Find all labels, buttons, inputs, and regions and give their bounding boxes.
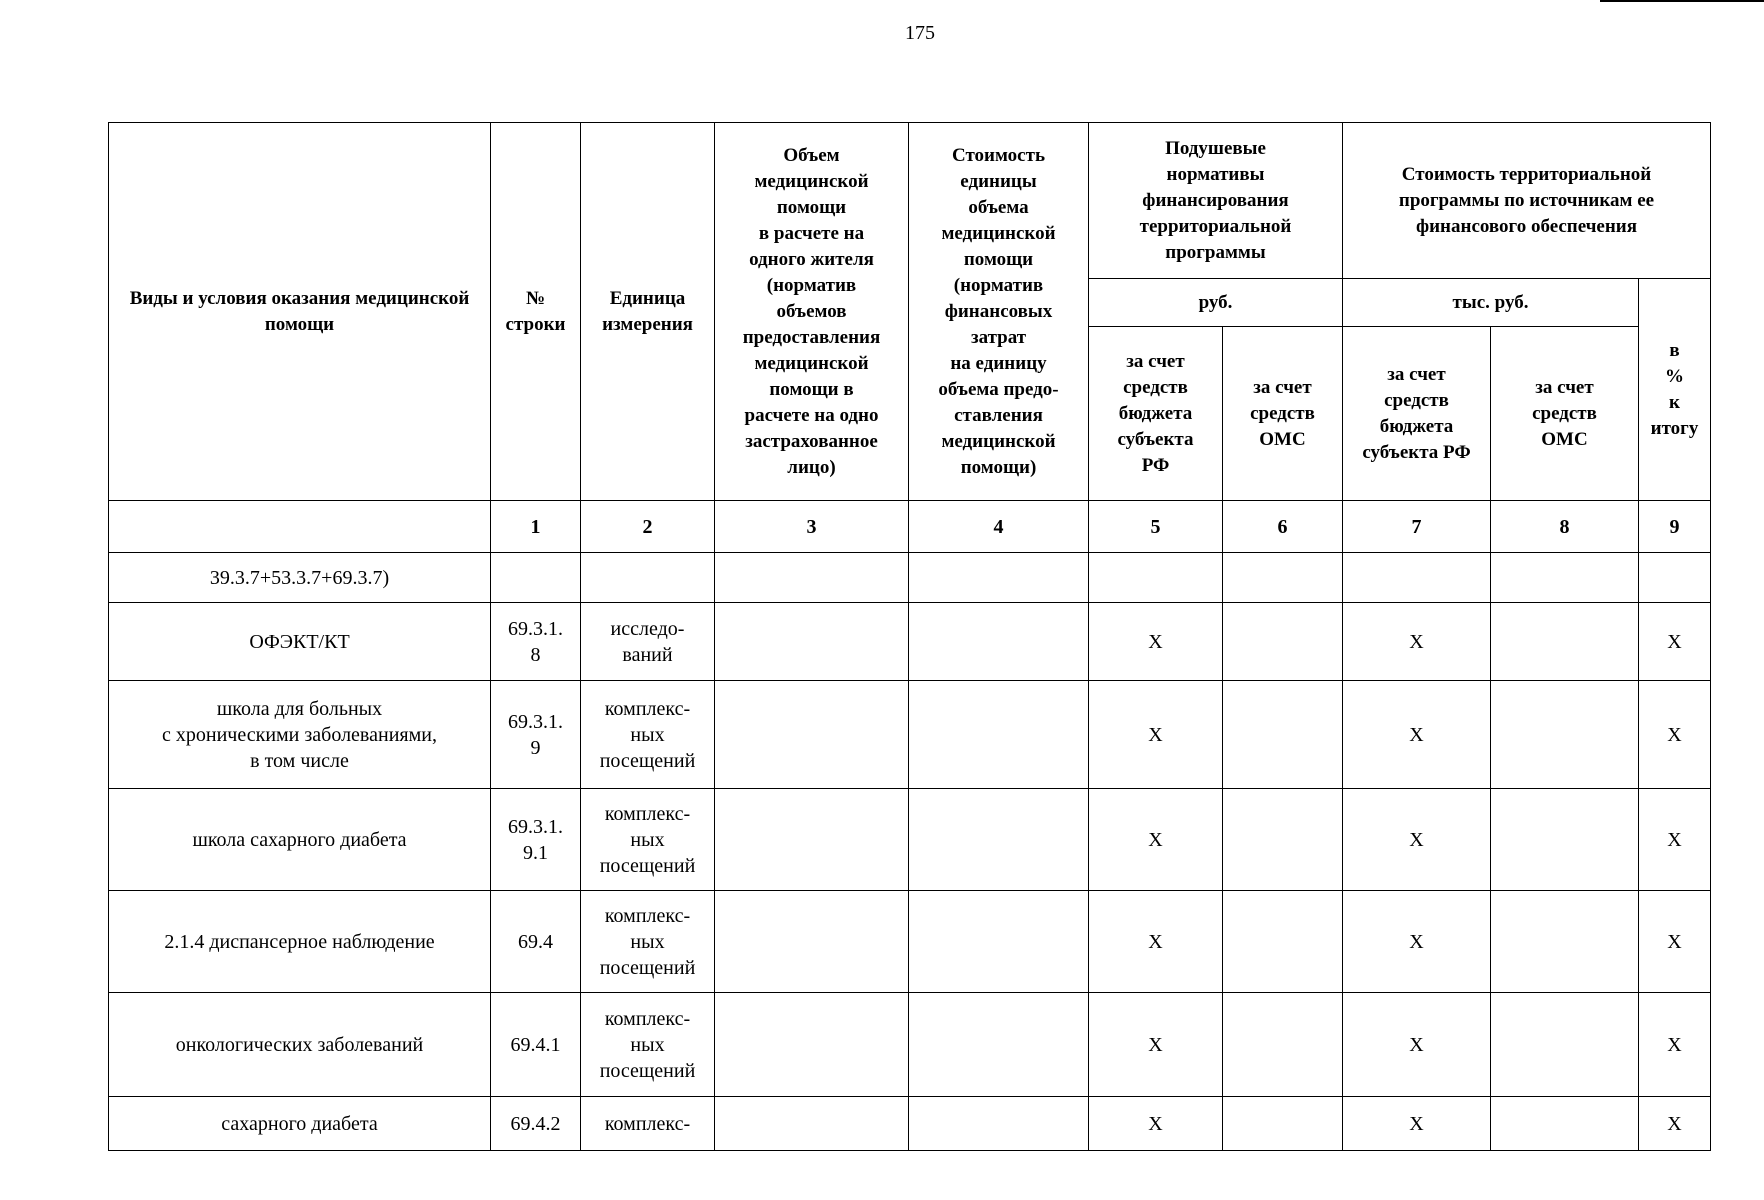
row-c8 bbox=[1491, 553, 1639, 603]
row-number: 69.3.1. 8 bbox=[491, 603, 581, 681]
colnum-6: 6 bbox=[1223, 501, 1343, 553]
row-c6 bbox=[1223, 553, 1343, 603]
row-c8 bbox=[1491, 1097, 1639, 1151]
header-cost-unit: Стоимость единицы объема медицинской помощи (норматив финансовых затрат на единицу объема предо- ставления медицинской помощи) bbox=[909, 123, 1089, 501]
row-unit: комплекс- ных посещений bbox=[581, 993, 715, 1097]
header-kind: Виды и условия оказания медицинской помощи bbox=[109, 123, 491, 501]
row-c6 bbox=[1223, 789, 1343, 891]
row-name: онкологических заболеваний bbox=[109, 993, 491, 1097]
row-c4 bbox=[909, 553, 1089, 603]
row-unit: комплекс- ных посещений bbox=[581, 891, 715, 993]
header-percent: в % к итогу bbox=[1639, 279, 1711, 501]
row-c8 bbox=[1491, 891, 1639, 993]
colnum-5: 5 bbox=[1089, 501, 1223, 553]
header-budget-7: за счет средств бюджета субъекта РФ bbox=[1343, 327, 1491, 501]
row-name: ОФЭКТ/КТ bbox=[109, 603, 491, 681]
row-c3 bbox=[715, 789, 909, 891]
header-thousand-rub: тыс. руб. bbox=[1343, 279, 1639, 327]
row-c3 bbox=[715, 891, 909, 993]
row-number: 69.4.2 bbox=[491, 1097, 581, 1151]
row-c8 bbox=[1491, 993, 1639, 1097]
row-c4 bbox=[909, 1097, 1089, 1151]
table-row bbox=[109, 891, 1711, 993]
colnum-2: 2 bbox=[581, 501, 715, 553]
row-c9: X bbox=[1639, 993, 1711, 1097]
row-name: школа сахарного диабета bbox=[109, 789, 491, 891]
row-name: 39.3.7+53.3.7+69.3.7) bbox=[109, 553, 491, 603]
column-number-row bbox=[109, 501, 1711, 553]
row-c3 bbox=[715, 603, 909, 681]
row-c3 bbox=[715, 1097, 909, 1151]
row-c5: X bbox=[1089, 891, 1223, 993]
row-unit: исследо- ваний bbox=[581, 603, 715, 681]
row-unit: комплекс- ных посещений bbox=[581, 681, 715, 789]
row-number: 69.4.1 bbox=[491, 993, 581, 1097]
header-budget-5: за счет средств бюджета субъекта РФ bbox=[1089, 327, 1223, 501]
row-c4 bbox=[909, 681, 1089, 789]
table-row bbox=[109, 789, 1711, 891]
scan-edge-mark bbox=[1600, 0, 1764, 2]
row-c7: X bbox=[1343, 1097, 1491, 1151]
row-c4 bbox=[909, 993, 1089, 1097]
row-c4 bbox=[909, 891, 1089, 993]
row-c8 bbox=[1491, 681, 1639, 789]
table-row bbox=[109, 553, 1711, 603]
row-c5 bbox=[1089, 553, 1223, 603]
colnum-1: 1 bbox=[491, 501, 581, 553]
row-c6 bbox=[1223, 993, 1343, 1097]
row-number bbox=[491, 553, 581, 603]
row-c9: X bbox=[1639, 603, 1711, 681]
row-c7: X bbox=[1343, 789, 1491, 891]
row-c5: X bbox=[1089, 681, 1223, 789]
row-c5: X bbox=[1089, 1097, 1223, 1151]
table-row bbox=[109, 1097, 1711, 1151]
header-oms-6: за счет средств ОМС bbox=[1223, 327, 1343, 501]
page-number: 175 bbox=[905, 22, 935, 44]
row-number: 69.4 bbox=[491, 891, 581, 993]
colnum-3: 3 bbox=[715, 501, 909, 553]
row-c5: X bbox=[1089, 789, 1223, 891]
row-c3 bbox=[715, 993, 909, 1097]
header-volume: Объем медицинской помощи в расчете на одного жителя (норматив объемов предоставления медицинской помощи в расчете на одно застрахованное лицо) bbox=[715, 123, 909, 501]
row-unit: комплекс- bbox=[581, 1097, 715, 1151]
row-name: сахарного диабета bbox=[109, 1097, 491, 1151]
row-c7 bbox=[1343, 553, 1491, 603]
row-c5: X bbox=[1089, 993, 1223, 1097]
row-c9: X bbox=[1639, 891, 1711, 993]
row-unit: комплекс- ных посещений bbox=[581, 789, 715, 891]
header-oms-8: за счет средств ОМС bbox=[1491, 327, 1639, 501]
row-number: 69.3.1. 9.1 bbox=[491, 789, 581, 891]
row-c9: X bbox=[1639, 1097, 1711, 1151]
row-c3 bbox=[715, 681, 909, 789]
row-c3 bbox=[715, 553, 909, 603]
table-row bbox=[109, 681, 1711, 789]
colnum-7: 7 bbox=[1343, 501, 1491, 553]
row-name: 2.1.4 диспансерное наблюдение bbox=[109, 891, 491, 993]
colnum-0 bbox=[109, 501, 491, 553]
row-c7: X bbox=[1343, 681, 1491, 789]
row-c6 bbox=[1223, 891, 1343, 993]
row-c7: X bbox=[1343, 993, 1491, 1097]
row-c9: X bbox=[1639, 681, 1711, 789]
row-c4 bbox=[909, 603, 1089, 681]
row-number: 69.3.1. 9 bbox=[491, 681, 581, 789]
colnum-4: 4 bbox=[909, 501, 1089, 553]
header-per-capita: Подушевые нормативы финансирования территориальной программы bbox=[1089, 123, 1343, 279]
row-name: школа для больных с хроническими заболеваниями, в том числе bbox=[109, 681, 491, 789]
medical-care-table bbox=[108, 122, 1711, 1151]
row-c7: X bbox=[1343, 891, 1491, 993]
header-rub: руб. bbox=[1089, 279, 1343, 327]
header-unit: Единица измерения bbox=[581, 123, 715, 501]
row-c9 bbox=[1639, 553, 1711, 603]
row-c6 bbox=[1223, 681, 1343, 789]
table-row bbox=[109, 993, 1711, 1097]
row-c5: X bbox=[1089, 603, 1223, 681]
row-c4 bbox=[909, 789, 1089, 891]
row-c6 bbox=[1223, 1097, 1343, 1151]
colnum-8: 8 bbox=[1491, 501, 1639, 553]
row-c9: X bbox=[1639, 789, 1711, 891]
row-c8 bbox=[1491, 789, 1639, 891]
table-row bbox=[109, 603, 1711, 681]
row-c7: X bbox=[1343, 603, 1491, 681]
row-c8 bbox=[1491, 603, 1639, 681]
header-program-cost: Стоимость территориальной программы по источникам ее финансового обеспечения bbox=[1343, 123, 1711, 279]
row-c6 bbox=[1223, 603, 1343, 681]
row-unit bbox=[581, 553, 715, 603]
header-row-no: № строки bbox=[491, 123, 581, 501]
colnum-9: 9 bbox=[1639, 501, 1711, 553]
